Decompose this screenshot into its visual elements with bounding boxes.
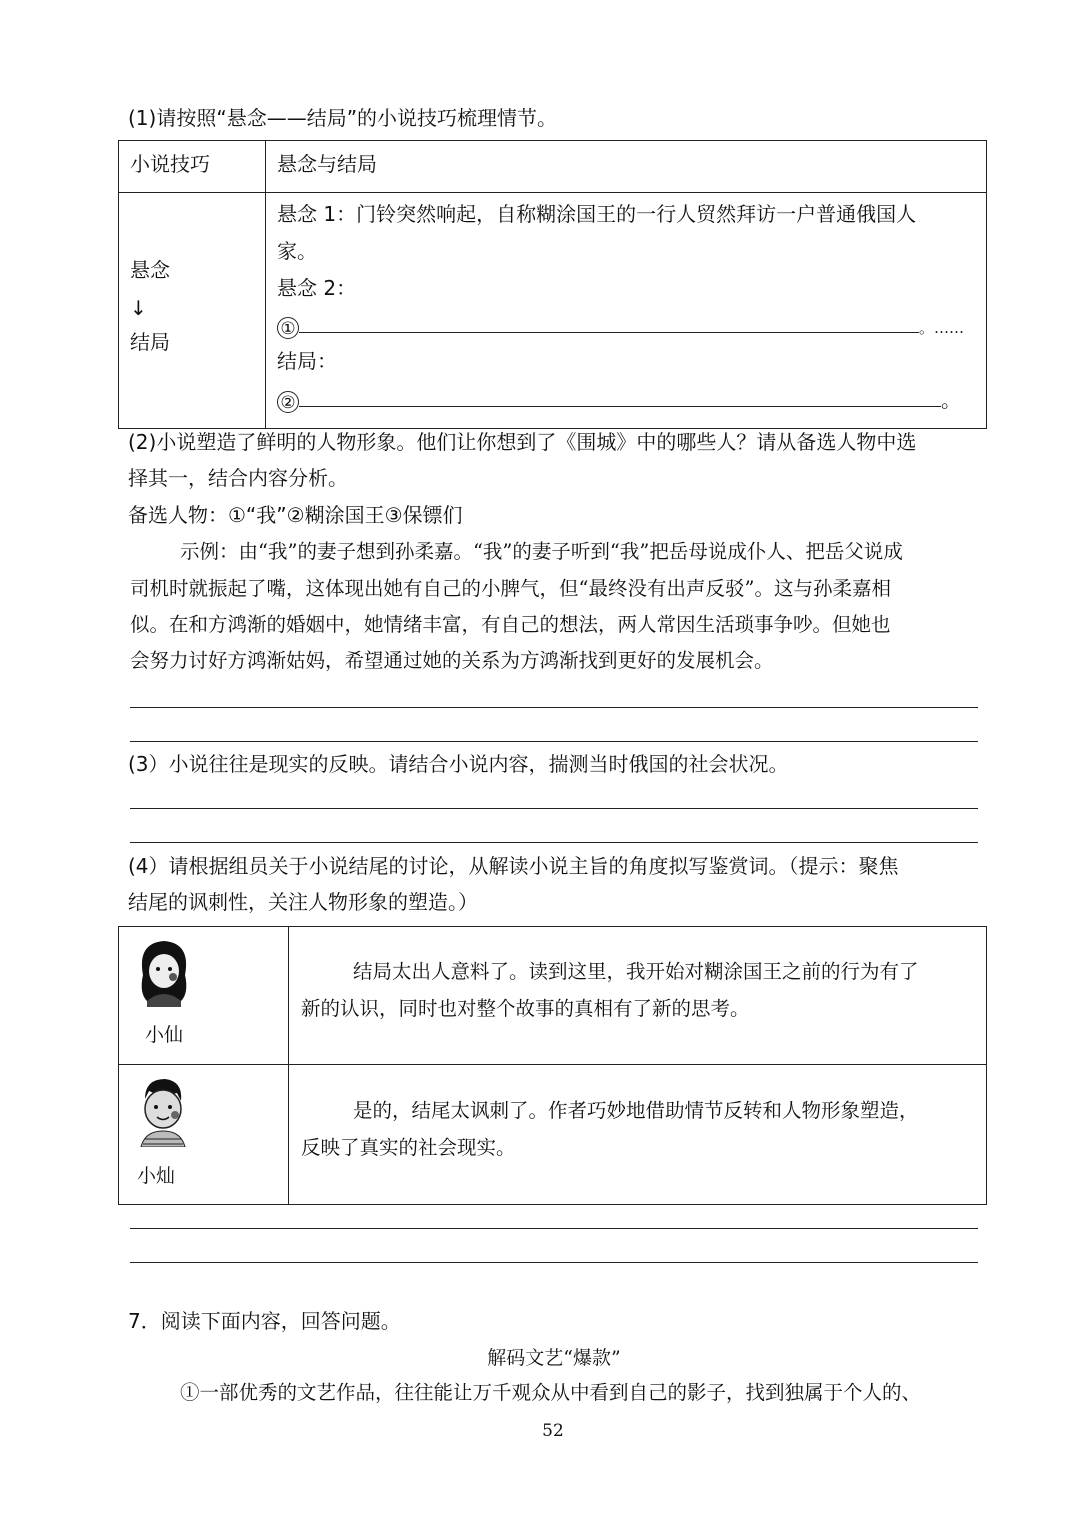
plot-table bbox=[118, 140, 987, 429]
q2-line: 择其一，结合内容分析。 bbox=[128, 466, 348, 490]
label-suspense: 悬念 bbox=[130, 258, 170, 282]
comment-line: 是的，结尾太讽刺了。作者巧妙地借助情节反转和人物形象塑造， bbox=[353, 1099, 919, 1122]
article-paragraph: ①一部优秀的文艺作品，往往能让万千观众从中看到自己的影子，找到独属于个人的、 bbox=[180, 1381, 922, 1404]
q2-line: (2)小说塑造了鲜明的人物形象。他们让你想到了《围城》中的哪些人？请从备选人物中选 bbox=[128, 430, 917, 454]
speaker-name: 小灿 bbox=[137, 1165, 176, 1187]
comment-line: 反映了真实的社会现实。 bbox=[301, 1136, 516, 1159]
suspense1-text-cont: 家。 bbox=[277, 239, 317, 263]
q2-candidates: 备选人物：①“我”②糊涂国王③保镖们 bbox=[128, 503, 463, 527]
example-line: 会努力讨好方鸿渐姑妈，希望通过她的关系为方鸿渐找到更好的发展机会。 bbox=[130, 649, 774, 672]
suspense2-answer-line[interactable] bbox=[277, 312, 964, 340]
header-technique: 小说技巧 bbox=[130, 152, 210, 176]
suspense2-label: 悬念 2： bbox=[277, 276, 357, 300]
answer-line[interactable] bbox=[130, 1262, 978, 1263]
comment-line: 结局太出人意料了。读到这里，我开始对糊涂国王之前的行为有了 bbox=[353, 960, 919, 983]
comment-line: 新的认识，同时也对整个故事的真相有了新的思考。 bbox=[301, 997, 750, 1020]
ending-answer-line[interactable] bbox=[277, 386, 961, 413]
answer-line[interactable] bbox=[130, 842, 978, 843]
header-suspense-ending: 悬念与结局 bbox=[277, 152, 377, 176]
answer-line[interactable] bbox=[130, 707, 978, 708]
blank1-end: 。…… bbox=[919, 319, 965, 337]
down-arrow-icon: ↓ bbox=[130, 296, 147, 320]
article-title: 解码文艺“爆款” bbox=[487, 1347, 621, 1369]
q3-prompt: (3）小说往往是现实的反映。请结合小说内容，揣测当时俄国的社会状况。 bbox=[128, 752, 789, 776]
example-line: 司机时就振起了嘴，这体现出她有自己的小脾气，但“最终没有出声反驳”。这与孙柔嘉相 bbox=[130, 577, 891, 600]
speaker-name: 小仙 bbox=[145, 1024, 184, 1046]
q4-line: 结尾的讽刺性，关注人物形象的塑造。） bbox=[128, 890, 478, 914]
suspense1-text: 悬念 1：门铃突然响起，自称糊涂国王的一行人贸然拜访一户普通俄国人 bbox=[277, 202, 917, 226]
q4-line: (4）请根据组员关于小说结尾的讨论，从解读小说主旨的角度拟写鉴赏词。（提示：聚焦 bbox=[128, 854, 899, 878]
ending-label: 结局： bbox=[277, 349, 337, 373]
q1-prompt: (1)请按照“悬念——结局”的小说技巧梳理情节。 bbox=[128, 106, 558, 130]
q7-prompt: 7．阅读下面内容，回答问题。 bbox=[128, 1309, 401, 1333]
discussion-table bbox=[118, 926, 987, 1205]
answer-line[interactable] bbox=[130, 808, 978, 809]
marker-1: ① bbox=[277, 317, 299, 339]
marker-2: ② bbox=[277, 391, 299, 413]
answer-line[interactable] bbox=[130, 1228, 978, 1229]
example-line: 示例：由“我”的妻子想到孙柔嘉。“我”的妻子听到“我”把岳母说成仆人、把岳父说成 bbox=[180, 540, 903, 563]
label-ending: 结局 bbox=[130, 330, 170, 354]
boy-avatar-icon bbox=[131, 1075, 193, 1147]
answer-line[interactable] bbox=[130, 741, 978, 742]
example-line: 似。在和方鸿渐的婚姻中，她情绪丰富，有自己的想法，两人常因生活琐事争吵。但她也 bbox=[130, 613, 891, 636]
page-number: 52 bbox=[542, 1421, 564, 1441]
blank2-end: 。 bbox=[941, 388, 961, 412]
girl-avatar-icon bbox=[133, 935, 195, 1007]
